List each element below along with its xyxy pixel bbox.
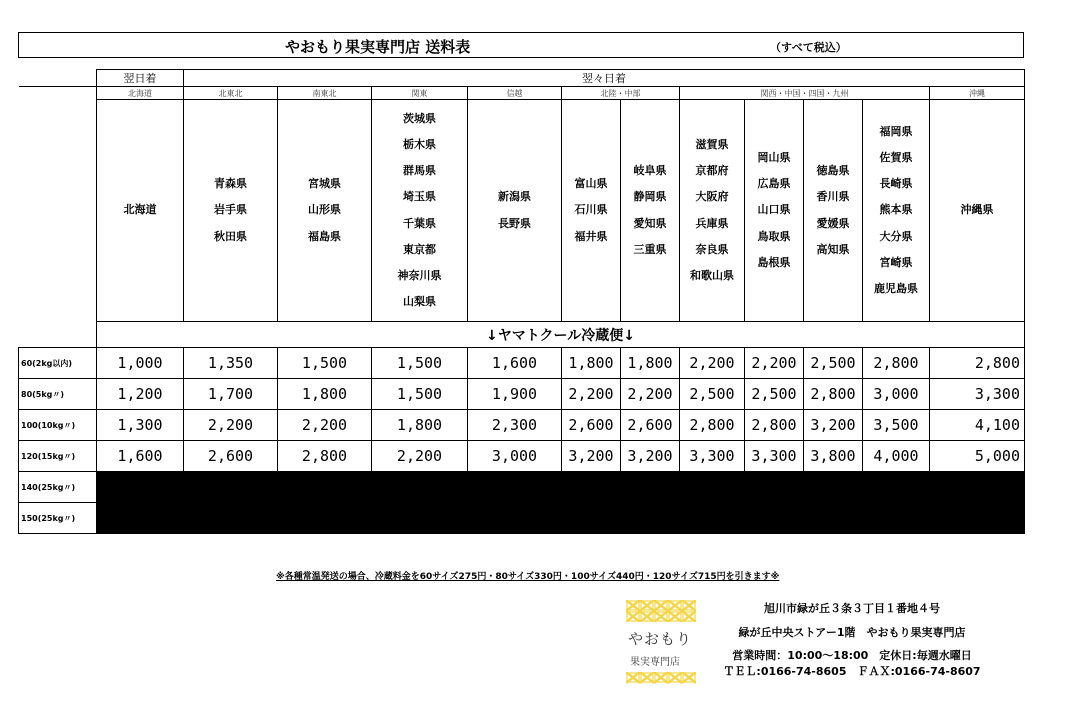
- price-cell: 3,200: [804, 410, 863, 441]
- table-row: [19, 472, 1025, 503]
- region-hokkaido: 北海道: [97, 87, 184, 100]
- region-okinawa: 沖縄: [930, 87, 1025, 100]
- table-row: [19, 348, 1025, 379]
- price-cell: 1,600: [97, 441, 184, 472]
- logo-pattern-icon: [626, 600, 696, 622]
- price-cell: 4,100: [930, 410, 1025, 441]
- price-cell: 2,800: [804, 379, 863, 410]
- prefecture-list: 富山県 石川県 福井県: [562, 100, 621, 322]
- corner-cell: [19, 322, 97, 348]
- price-cell: 3,500: [863, 410, 930, 441]
- prefecture-list: 宮城県 山形県 福島県: [278, 100, 372, 322]
- page-title: やおもり果実専門店 送料表: [285, 38, 471, 56]
- price-cell: 1,350: [184, 348, 278, 379]
- price-cell: 2,200: [372, 441, 468, 472]
- yamato-cool-label: ↓ヤマトクール冷蔵便↓: [97, 322, 1025, 348]
- two-days-header: 翌々日着: [184, 70, 1025, 87]
- tax-note: （すべて税込）: [770, 41, 847, 54]
- prefecture-list: 沖縄県: [930, 100, 1025, 322]
- prefecture-list: 岡山県 広島県 山口県 鳥取県 島根県: [745, 100, 804, 322]
- store-building: 緑が丘中央ストアー1階 やおもり果実専門店: [738, 626, 966, 639]
- price-cell: 2,500: [680, 379, 745, 410]
- logo-pattern-icon: [626, 672, 696, 686]
- price-cell: 1,800: [278, 379, 372, 410]
- size-label: 140(25kg〃): [19, 472, 97, 503]
- price-cell: 1,800: [372, 410, 468, 441]
- price-cell: 3,000: [468, 441, 562, 472]
- price-cell: 2,500: [804, 348, 863, 379]
- store-hours: 営業時間：10:00～18:00 定休日:毎週水曜日: [732, 649, 972, 662]
- corner-cell: [19, 70, 97, 87]
- price-cell: 5,000: [930, 441, 1025, 472]
- table-row: [19, 503, 1025, 534]
- table-row: [19, 441, 1025, 472]
- price-cell: 3,300: [680, 441, 745, 472]
- price-cell: 1,200: [97, 379, 184, 410]
- price-cell: 2,200: [184, 410, 278, 441]
- size-label: 150(25kg〃): [19, 503, 97, 534]
- price-cell: 2,300: [468, 410, 562, 441]
- price-cell: 2,200: [621, 379, 680, 410]
- price-cell: 2,200: [562, 379, 621, 410]
- price-cell: 3,200: [621, 441, 680, 472]
- region-hokuriku-chubu: 北陸・中部: [562, 87, 680, 100]
- price-cell: 2,200: [278, 410, 372, 441]
- size-label: 120(15kg〃): [19, 441, 97, 472]
- price-cell: 1,500: [278, 348, 372, 379]
- region-shinetsu: 信越: [468, 87, 562, 100]
- prefecture-list: 福岡県 佐賀県 長崎県 熊本県 大分県 宮崎県 鹿児島県: [863, 100, 930, 322]
- price-cell: 2,600: [621, 410, 680, 441]
- price-cell: 3,300: [930, 379, 1025, 410]
- price-cell: 2,600: [184, 441, 278, 472]
- price-cell: 1,500: [372, 348, 468, 379]
- size-label: 80(5kg〃): [19, 379, 97, 410]
- table-row: [19, 410, 1025, 441]
- price-cell: 2,800: [863, 348, 930, 379]
- table-row: [19, 379, 1025, 410]
- price-cell: 3,800: [804, 441, 863, 472]
- room-temp-footnote: ※各種常温発送の場合、冷蔵料金を60サイズ275円・80サイズ330円・100サイズ440円・120サイズ715円を引きます※: [276, 572, 780, 582]
- price-cell: 2,800: [680, 410, 745, 441]
- store-logo: [626, 600, 696, 686]
- prefecture-list: 滋賀県 京都府 大阪府 兵庫県 奈良県 和歌山県: [680, 100, 745, 322]
- logo-text: やおもり: [628, 630, 693, 648]
- price-cell: 1,000: [97, 348, 184, 379]
- price-cell: 2,500: [745, 379, 804, 410]
- price-cell: 2,200: [745, 348, 804, 379]
- price-cell: 2,600: [562, 410, 621, 441]
- price-cell: 1,500: [372, 379, 468, 410]
- price-cell: 2,800: [930, 348, 1025, 379]
- region-minami-tohoku: 南東北: [278, 87, 372, 100]
- prefecture-list: 茨城県 栃木県 群馬県 埼玉県 千葉県 東京都 神奈川県 山梨県: [372, 100, 468, 322]
- region-kanto: 関東: [372, 87, 468, 100]
- next-day-header: 翌日着: [97, 70, 184, 87]
- shipping-rate-table: [18, 69, 1025, 534]
- corner-cell: [19, 87, 97, 100]
- size-label: 60(2kg以内): [19, 348, 97, 379]
- price-cell: 1,300: [97, 410, 184, 441]
- price-cell: 2,200: [680, 348, 745, 379]
- prefecture-list: 北海道: [97, 100, 184, 322]
- price-cell: 1,600: [468, 348, 562, 379]
- price-cell: 1,900: [468, 379, 562, 410]
- blacked-out-prices: [97, 503, 1025, 534]
- prefecture-list: 徳島県 香川県 愛媛県 高知県: [804, 100, 863, 322]
- prefecture-list: 青森県 岩手県 秋田県: [184, 100, 278, 322]
- price-cell: 1,700: [184, 379, 278, 410]
- price-cell: 2,800: [278, 441, 372, 472]
- price-cell: 1,800: [562, 348, 621, 379]
- title-bar: [18, 32, 1024, 58]
- blacked-out-prices: [97, 472, 1025, 503]
- price-cell: 1,800: [621, 348, 680, 379]
- price-cell: 3,200: [562, 441, 621, 472]
- region-kansai-kyushu: 関西・中国・四国・九州: [680, 87, 930, 100]
- price-cell: 3,300: [745, 441, 804, 472]
- price-cell: 2,800: [745, 410, 804, 441]
- price-cell: 4,000: [863, 441, 930, 472]
- region-kita-tohoku: 北東北: [184, 87, 278, 100]
- corner-cell: [19, 100, 97, 322]
- price-cell: 3,000: [863, 379, 930, 410]
- prefecture-list: 新潟県 長野県: [468, 100, 562, 322]
- prefecture-list: 岐阜県 静岡県 愛知県 三重県: [621, 100, 680, 322]
- store-address: 旭川市緑が丘３条３丁目１番地４号: [764, 602, 940, 615]
- size-label: 100(10kg〃): [19, 410, 97, 441]
- logo-subtext: 果実専門店: [630, 657, 680, 668]
- store-contact: ＴＥＬ:0166-74-8605 ＦＡＸ:0166-74-8607: [723, 665, 981, 678]
